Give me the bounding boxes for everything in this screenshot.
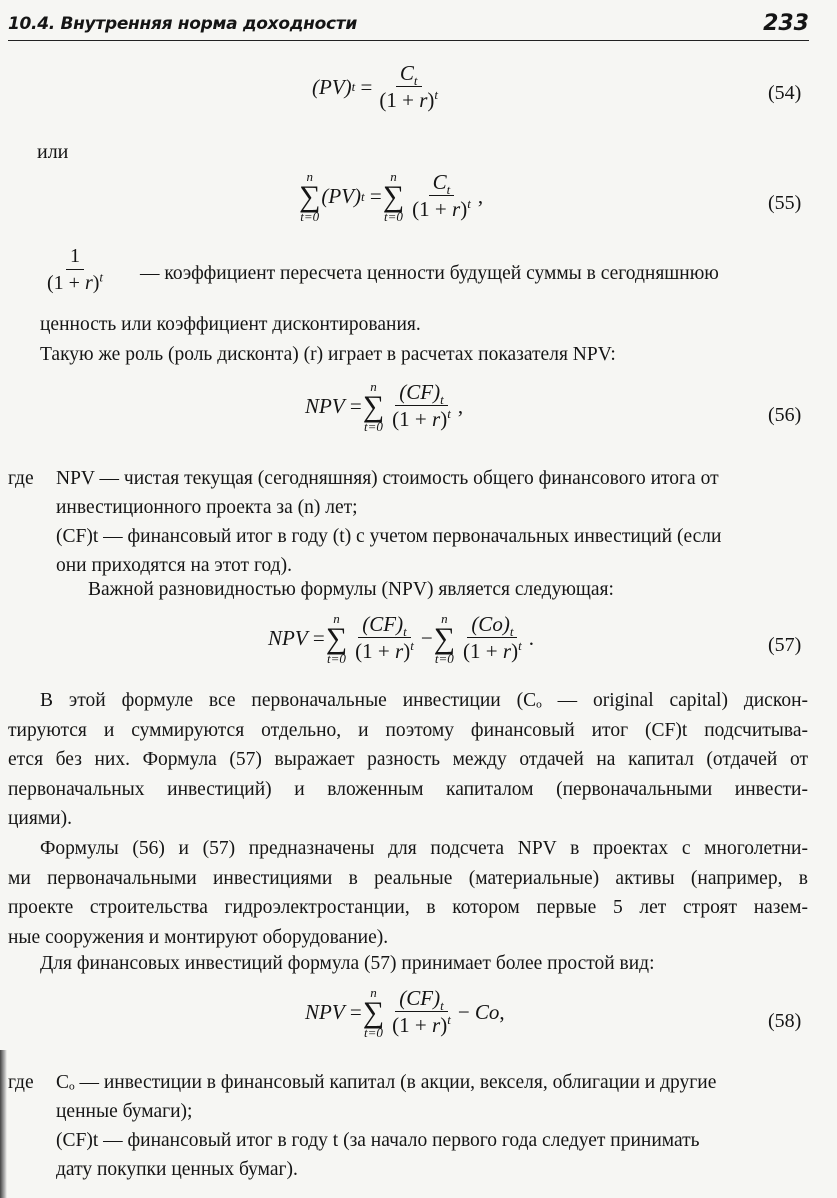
text-line: ные сооружения и монтируют оборудование). [8,926,389,948]
def-co-cont: ценные бумаги); [56,1101,193,1122]
def-npv-cont: инвестиционного проекта за (n) лет; [56,497,358,518]
equation-number-57: (57) [768,634,802,656]
def-co: Cₒ — инвестиции в финансовый капитал (в акции, векселя, облигации и другие [56,1072,717,1093]
page-number: 233 [763,11,809,36]
where-word: где [8,468,34,489]
coef-numerator: 1 [66,246,84,270]
paragraph-formulas-purpose [8,834,808,952]
equation-number-55: (55) [768,192,802,214]
def-cf2-cont: дату покупки ценных бумаг). [56,1159,298,1180]
def-cf-cont: они приходятся на этот год). [56,555,292,576]
text-line: проекте строительства гидроэлектростанции, в котором первые 5 лет строят назем- [8,897,808,918]
where-word: где [8,1072,34,1093]
binding-shadow [0,1050,7,1198]
paragraph-formula-57-explanation [8,686,808,834]
paragraph-financial-investments: Для финансовых инвестиций формула (57) принимает более простой вид: [40,953,655,974]
equation-56: NPV = n ∑ t=0 $\frac{(CF)_t}{(1 + r)^t}$ , [305,379,464,434]
text-line: ми первоначальными инвестициями в реальные (материальные) активы (например, в [8,867,808,889]
equation-58: NPV = n ∑ t=0 $\frac{(CF)_t}{(1 + r)^t}$ − Co , [305,985,505,1040]
equation-number-58: (58) [768,1010,802,1032]
equation-number-56: (56) [768,404,802,426]
running-header [8,10,809,41]
text-line: циями). [8,808,72,829]
coef-description: — коэффициент пересчета ценности будущей суммы в сегодняшнюю [140,263,719,284]
equation-number-54: (54) [768,82,802,104]
equation-54: (PV) t = $\frac{C_t}{(1 + r)^t}$ [312,61,439,113]
def-cf2: (CF)t — финансовый итог в году t (за начало первого года следует принимать [56,1130,700,1151]
equation-57: NPV = n ∑ t=0 $\frac{(CF)_t}{(1 + r)^t}$ − n ∑ t=0 $\frac{(Co)_t}{(1 + r)^t}$ . [268,611,534,666]
def-cf: (CF)t — финансовый итог в году (t) с учетом первоначальных инвестиций (если [56,526,722,547]
coef-description-cont: ценность или коэффициент дисконтирования. [40,314,421,335]
text-line: ется без них. Формула (57) выражает разность между отдачей на капитал (отдачей от [8,749,808,770]
def-npv: NPV — чистая текущая (сегодняшняя) стоимость общего финансового итога от [56,468,719,489]
paragraph-npv-variety: Важной разновидностью формулы (NPV) является следующая: [88,579,614,600]
text-line: В этой формуле все первоначальные инвестиции (Cₒ — original capital) дискон- [40,690,808,711]
paragraph-discount-role: Такую же роль (роль дисконта) (r) играет в расчетах показателя NPV: [40,344,616,365]
text-line: Формулы (56) и (57) предназначены для подсчета NPV в проектах с многолетни- [40,838,808,859]
section-title: 10.4. Внутренняя норма доходности [8,14,357,34]
text-line: первоначальных инвестиций) и вложенным капиталом (первоначальными инвести- [8,778,808,800]
or-word: или [37,141,69,163]
text-line: тируются и суммируются отдельно, и поэтому финансовый итог (CF)t подсчитыва- [8,719,808,741]
discount-coefficient: $\frac{1}{(1 + r)^t}$ [47,245,104,294]
equation-55: n ∑ t=0 (PV) t = n ∑ t=0 $\frac{C_t}{(1 + r)^t}$ , [299,169,484,224]
